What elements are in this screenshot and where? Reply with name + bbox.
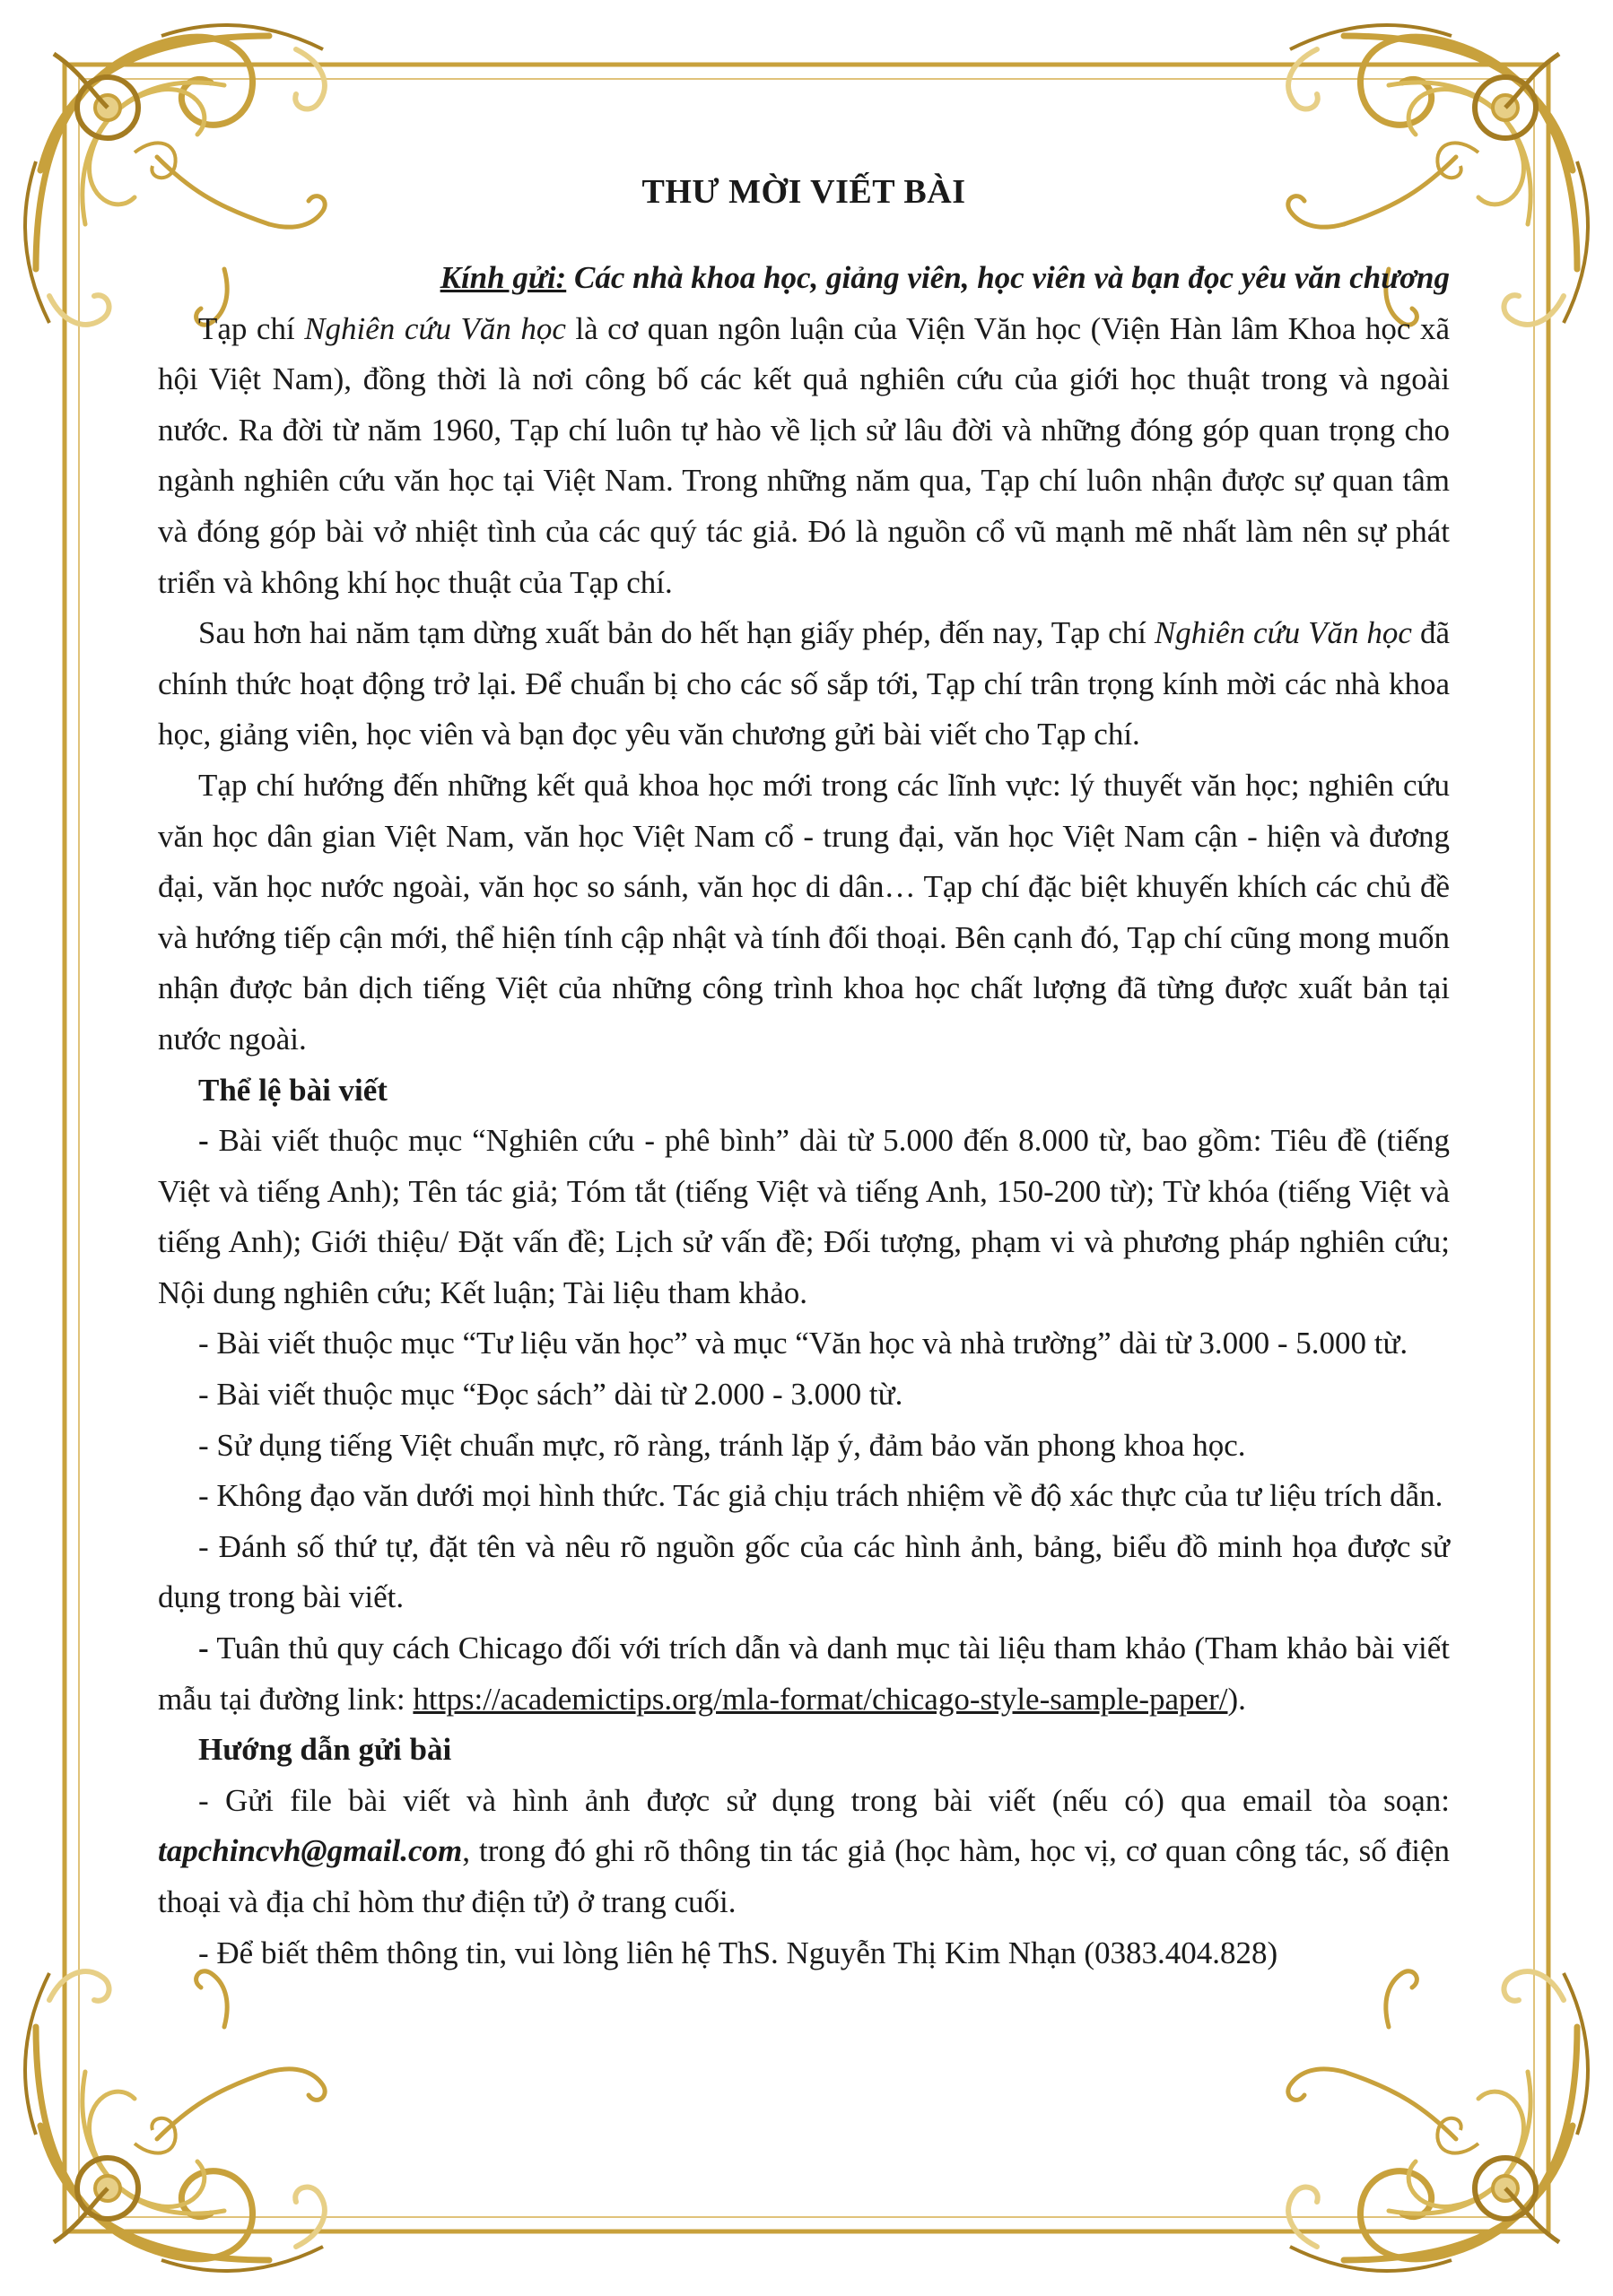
para2-text-a: Sau hơn hai năm tạm dừng xuất bản do hết hạn giấy phép, đến nay, Tạp chí <box>198 615 1155 651</box>
page-title: THƯ MỜI VIẾT BÀI <box>641 173 966 211</box>
letter-content <box>158 167 1450 1979</box>
rule-dash: - <box>198 1123 209 1159</box>
guide-text-a: - Gửi file bài viết và hình ảnh được sử dụng trong bài viết (nếu có) qua email tòa soạn: <box>198 1782 1450 1818</box>
guide-text-b: , trong đó ghi rõ thông tin tác giả (học hàm, học vị, cơ quan công tác, số điện thoại và địa chỉ hòm thư điện tử) ở trang cuối. <box>158 1833 1450 1919</box>
rule-item: - Không đạo văn dưới mọi hình thức. Tác giả chịu trách nhiệm về độ xác thực của tư liệu trích dẫn. <box>198 1478 1443 1514</box>
guide-item <box>158 1776 1450 1928</box>
rule-item: - Bài viết thuộc mục “Tư liệu văn học” và mục “Văn học và nhà trường” dài từ 3.000 - 5.000 từ. <box>198 1326 1408 1361</box>
rule-item: - Đánh số thứ tự, đặt tên và nêu rõ nguồn gốc của các hình ảnh, bảng, biểu đồ minh họa được sử dụng trong bài viết. <box>158 1528 1450 1615</box>
rule-item <box>158 1116 1450 1318</box>
greeting-label: Kính gửi: <box>440 260 567 295</box>
paragraph-resume <box>158 608 1450 761</box>
guide-heading: Hướng dẫn gửi bài <box>198 1732 452 1768</box>
submission-email[interactable]: tapchincvh@gmail.com <box>158 1833 463 1869</box>
para1-text-b: là cơ quan ngôn luận của Viện Văn học (Viện Hàn lâm Khoa học xã hội Việt Nam), đồng thời là nơi công bố các kết quả nghiên cứu của giới học thuật trong và ngoài nước. Ra đời từ năm 1960, Tạp chí luôn tự hào về lịch sử lâu đời và những đóng góp quan trọng cho ngành nghiên cứu văn học tại Việt Nam. Trong những năm qua, Tạp chí luôn nhận được sự quan tâm và đóng góp bài vở nhiệt tình của các quý tác giả. Đó là nguồn cổ vũ mạnh mẽ nhất làm nên sự phát triển và không khí học thuật của Tạp chí. <box>158 310 1450 600</box>
greeting-recipients: Các nhà khoa học, giảng viên, học viên và bạn đọc yêu văn chương <box>573 260 1450 295</box>
corner-ornament-bottom-left <box>25 1971 325 2271</box>
rule-item <box>158 1623 1450 1725</box>
corner-ornament-bottom-right <box>1288 1971 1588 2271</box>
rules-heading: Thể lệ bài viết <box>198 1072 388 1108</box>
journal-name: Nghiên cứu Văn học <box>1154 615 1412 651</box>
rule-text: Tuân thủ quy cách Chicago đối với trích dẫn và danh mục tài liệu tham khảo (Tham khảo bài viết mẫu tại đường link: <box>158 1631 1450 1717</box>
greeting <box>158 253 1450 304</box>
paragraph-scope: Tạp chí hướng đến những kết quả khoa học mới trong các lĩnh vực: lý thuyết văn học; nghiên cứu văn học dân gian Việt Nam, văn học Việt Nam cổ - trung đại, văn học Việt Nam cận - hiện và đương đại, văn học nước ngoài, văn học so sánh, văn học di dân… Tạp chí đặc biệt khuyến khích các chủ đề và hướng tiếp cận mới, thể hiện tính cập nhật và tính đối thoại. Bên cạnh đó, Tạp chí cũng mong muốn nhận được bản dịch tiếng Việt của những công trình khoa học chất lượng đã từng được xuất bản tại nước ngoài. <box>158 767 1450 1057</box>
rule-dash: - <box>198 1631 209 1666</box>
rule-text-end: ). <box>1227 1681 1246 1717</box>
chicago-sample-link[interactable]: https://academictips.org/mla-format/chicago-style-sample-paper/ <box>413 1681 1228 1717</box>
rule-item: - Bài viết thuộc mục “Đọc sách” dài từ 2.000 - 3.000 từ. <box>198 1377 903 1413</box>
para1-text-a: Tạp chí <box>198 310 305 346</box>
rule-text: Bài viết thuộc mục “Nghiên cứu - phê bình” dài từ 5.000 đến 8.000 từ, bao gồm: Tiêu đề (tiếng Việt và tiếng Anh); Tên tác giả; Tóm tắt (tiếng Việt và tiếng Anh, 150-200 từ); Từ khóa (tiếng Việt và tiếng Anh); Giới thiệu/ Đặt vấn đề; Lịch sử vấn đề; Đối tượng, phạm vi và phương pháp nghiên cứu; Nội dung nghiên cứu; Kết luận; Tài liệu tham khảo. <box>158 1123 1450 1310</box>
journal-name: Nghiên cứu Văn học <box>304 310 566 346</box>
paragraph-intro <box>158 304 1450 609</box>
guide-item: - Để biết thêm thông tin, vui lòng liên hệ ThS. Nguyễn Thị Kim Nhạn (0383.404.828) <box>198 1935 1278 1970</box>
rule-item: - Sử dụng tiếng Việt chuẩn mực, rõ ràng, tránh lặp ý, đảm bảo văn phong khoa học. <box>198 1427 1246 1463</box>
para2-text-b: đã chính thức hoạt động trở lại. Để chuẩn bị cho các số sắp tới, Tạp chí trân trọng kính mời các nhà khoa học, giảng viên, học viên và bạn đọc yêu văn chương gửi bài viết cho Tạp chí. <box>158 615 1450 752</box>
